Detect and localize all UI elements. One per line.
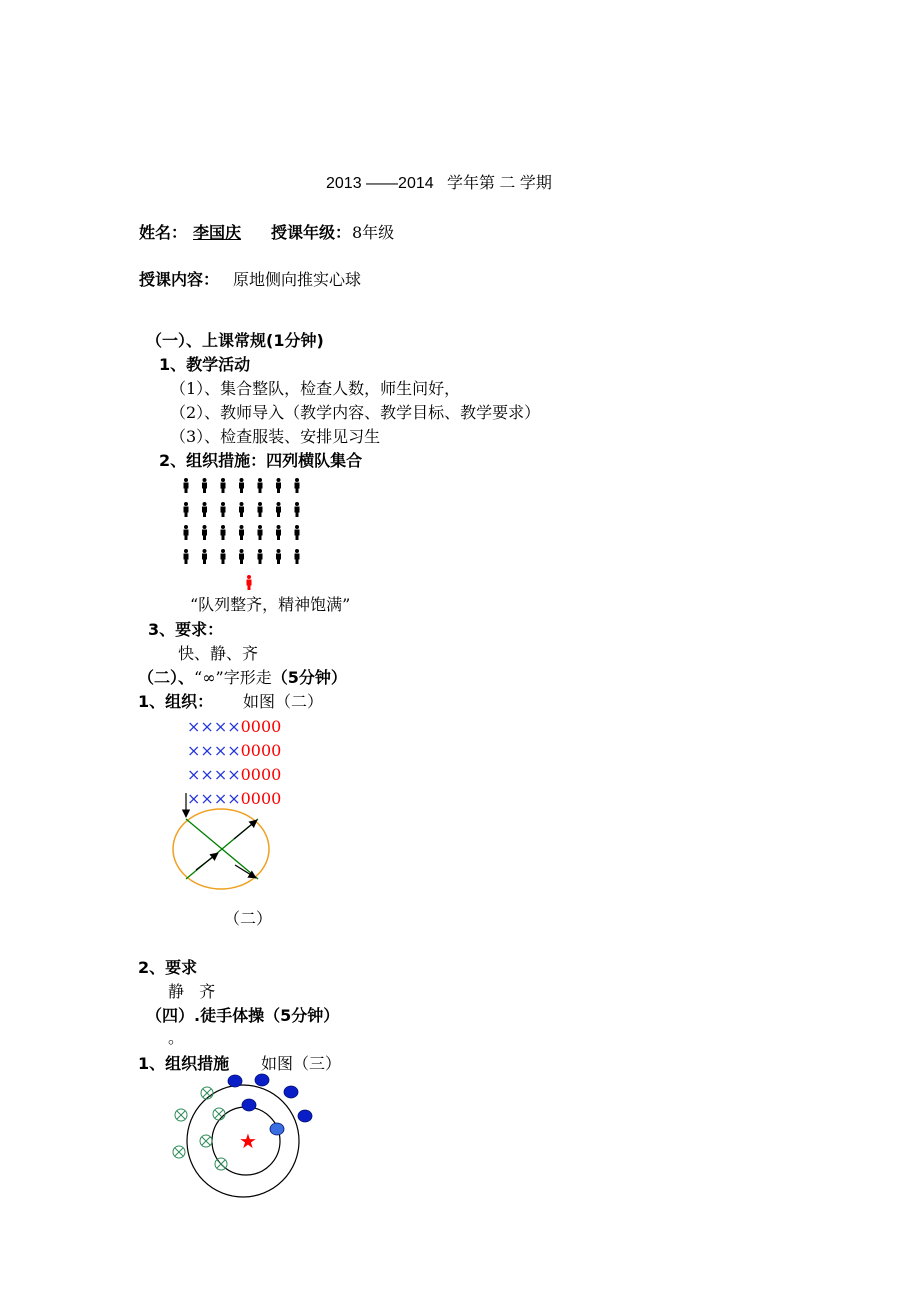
- star-icon: ★: [239, 1129, 257, 1153]
- student-figure: [184, 549, 189, 564]
- group-row: [187, 719, 281, 735]
- section4-org-label: 1、组织措施: [138, 1054, 230, 1073]
- org-text: 如图（二）: [243, 692, 324, 711]
- semester-title: 2013 ——2014 学年第 二 学期: [326, 175, 552, 192]
- student-figure: [239, 525, 244, 540]
- exercise-diagram: [160, 1065, 330, 1205]
- student-figure: [295, 502, 300, 517]
- crossed-circle-icon: [213, 1108, 225, 1120]
- org-label: 1、组织：: [138, 692, 214, 711]
- direction-arrow: [196, 853, 218, 870]
- group-row: [187, 767, 281, 783]
- section2-req-text: 静 齐: [168, 982, 216, 1001]
- direction-arrow: [235, 865, 256, 878]
- student-figure: [239, 502, 244, 517]
- student-dot-light: [270, 1123, 284, 1135]
- grade-label: 授课年级：: [271, 223, 352, 242]
- student-figure: [221, 549, 226, 564]
- cross-marks: ××××: [187, 717, 241, 736]
- student-figure: [295, 525, 300, 540]
- student-figure: [202, 478, 207, 493]
- section2-shape: “∞”字形走: [194, 668, 272, 687]
- requirement-text: 快、静、齐: [178, 644, 259, 663]
- student-dot: [298, 1110, 312, 1122]
- student-figure: [184, 525, 189, 540]
- student-figure: [258, 525, 263, 540]
- section2-prefix: （二）、: [138, 668, 195, 687]
- figure-caption: （二）: [224, 909, 273, 928]
- activity-title: 1、教学活动: [159, 355, 251, 374]
- teacher-figure: [247, 575, 252, 590]
- grade-value: 8年级: [352, 223, 395, 242]
- crossed-circle-icon: [173, 1146, 185, 1158]
- activity-item: （2）、教师导入（教学内容、教学目标、教学要求）: [170, 403, 541, 422]
- student-figure: [276, 478, 281, 493]
- student-dot: [284, 1086, 298, 1098]
- org-title: 2、组织措施：四列横队集合: [159, 451, 363, 470]
- student-figure: [184, 502, 189, 517]
- content-value: 原地侧向推实心球: [233, 270, 362, 289]
- section2-duration: （5分钟）: [271, 668, 347, 687]
- crossed-circle-icon: [175, 1109, 187, 1121]
- student-dot: [255, 1074, 269, 1086]
- section4-title: （四）.徒手体操（5分钟）: [146, 1006, 340, 1025]
- crossed-circle-icon: [200, 1135, 212, 1147]
- circle-marks: 0000: [240, 717, 282, 736]
- student-figure: [184, 478, 189, 493]
- student-figure: [295, 549, 300, 564]
- cross-marks: ××××: [187, 741, 241, 760]
- student-figure: [202, 525, 207, 540]
- group-row: [187, 743, 281, 759]
- section2-req-title: 2、要求: [138, 958, 198, 977]
- student-figure: [221, 525, 226, 540]
- student-figure: [276, 502, 281, 517]
- formation-diagram: [178, 474, 313, 594]
- student-dot: [228, 1075, 242, 1087]
- student-figure: [258, 549, 263, 564]
- content-label: 授课内容：: [139, 270, 220, 289]
- requirement-title: 3、要求：: [148, 620, 224, 639]
- student-figure: [221, 502, 226, 517]
- direction-arrow: [234, 820, 257, 839]
- cross-marks: ××××: [187, 789, 241, 808]
- teacher-name: 李国庆: [193, 223, 242, 242]
- crossed-circle-icon: [215, 1158, 227, 1170]
- student-dot: [242, 1099, 256, 1111]
- student-figure: [276, 549, 281, 564]
- cross-marks: ××××: [187, 765, 241, 784]
- student-figure: [276, 525, 281, 540]
- section4-org-text: 如图（三）: [261, 1054, 342, 1073]
- circle-marks: 0000: [240, 741, 282, 760]
- section1-title: （一）、上课常规(1分钟): [146, 331, 324, 350]
- crossed-circle-icon: [201, 1087, 213, 1099]
- student-figure: [202, 502, 207, 517]
- student-figure: [239, 549, 244, 564]
- student-figure: [221, 478, 226, 493]
- student-figure: [258, 478, 263, 493]
- student-figure: [258, 502, 263, 517]
- activity-item: （1）、集合整队，检查人数，师生问好，: [170, 379, 461, 398]
- slogan: “队列整齐，精神饱满”: [190, 595, 351, 614]
- walk-diagram: [160, 785, 280, 895]
- student-figure: [239, 478, 244, 493]
- name-label: 姓名：: [139, 223, 188, 242]
- activity-item: （3）、检查服装、安排见习生: [170, 427, 381, 446]
- section2-title: [138, 670, 347, 686]
- student-figure: [295, 478, 300, 493]
- student-figure: [202, 549, 207, 564]
- circle-marks: 0000: [240, 789, 282, 808]
- circle-marks: 0000: [240, 765, 282, 784]
- dot-mark: 。: [168, 1028, 185, 1047]
